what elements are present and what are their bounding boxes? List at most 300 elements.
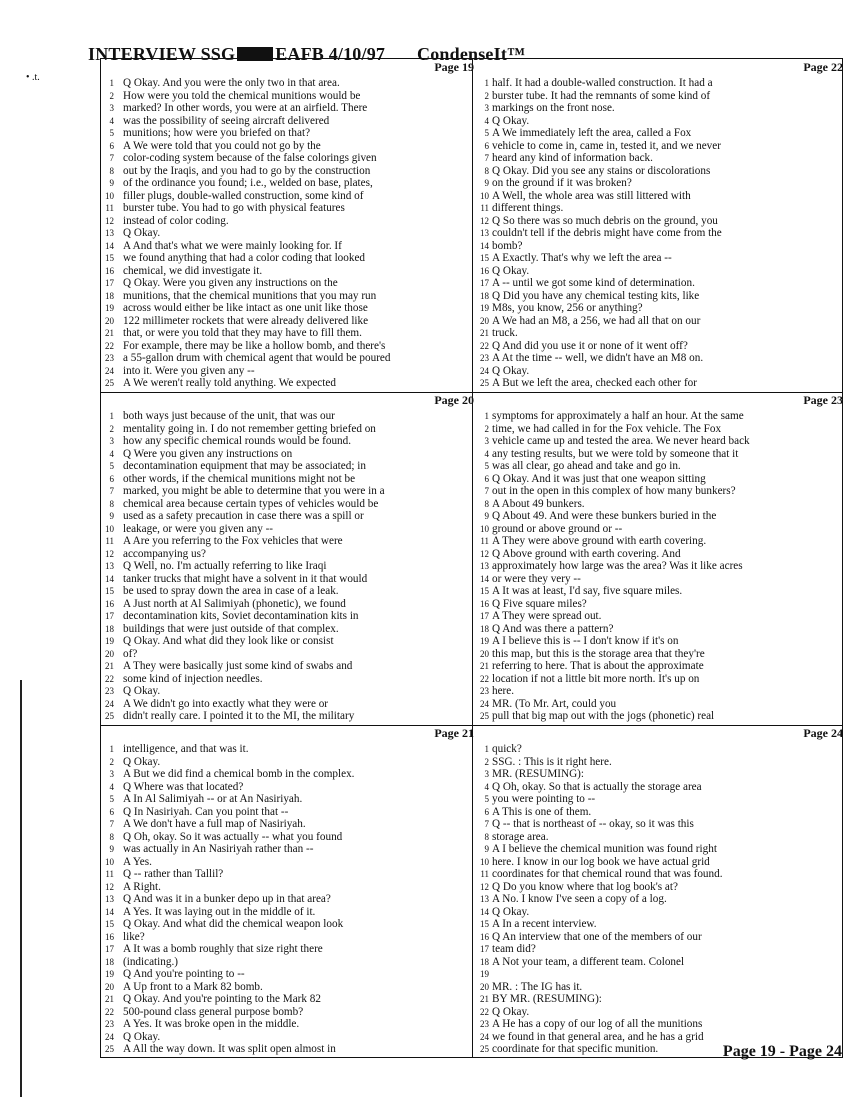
line-text: A In Al Salimiyah -- or at An Nasiriyah. <box>123 793 303 805</box>
line-text: decontamination equipment that may be associated; in <box>123 460 366 472</box>
line-text: Q An interview that one of the members of our <box>492 930 702 943</box>
line-number: 13 <box>105 561 114 571</box>
line-number: 3 <box>109 769 114 779</box>
line-text: A Well, the whole area was still littered with <box>492 189 691 202</box>
line-text: Q And was there a pattern? <box>492 622 614 635</box>
line-number: 1 <box>484 411 489 421</box>
line-text: Q Where was that located? <box>123 780 244 793</box>
line-number: 20 <box>480 981 489 992</box>
transcript-line <box>478 906 849 919</box>
transcript-line <box>478 635 849 648</box>
transcript-line <box>478 290 849 303</box>
transcript-line <box>478 931 849 944</box>
transcript-line <box>111 165 482 178</box>
line-text: Q Okay. <box>123 227 161 239</box>
line-number: 5 <box>484 461 489 471</box>
line-text: A No. I know I've seen a copy of a log. <box>492 893 667 905</box>
line-text: MR. (RESUMING): <box>492 768 584 780</box>
transcript-line <box>478 685 849 698</box>
transcript-line <box>105 993 482 1006</box>
transcript-lines <box>105 77 482 390</box>
line-number: 9 <box>109 511 114 521</box>
transcript-line <box>478 302 849 315</box>
page-number-label: Page 24 <box>803 726 843 740</box>
line-text: leakage, or were you given any -- <box>123 522 274 535</box>
line-number: 23 <box>105 353 114 363</box>
transcript-line <box>478 968 849 981</box>
line-number: 2 <box>484 423 489 434</box>
line-text: 500-pound class general purpose bomb? <box>123 1005 304 1018</box>
transcript-line <box>478 473 849 486</box>
line-text: Q Okay. Were you given any instructions on the <box>123 277 338 289</box>
transcript-line <box>478 943 849 956</box>
line-number: 13 <box>480 561 489 571</box>
line-text: A Up front to a Mark 82 bomb. <box>123 980 263 993</box>
line-number: 21 <box>105 328 114 338</box>
transcript-lines <box>105 410 482 723</box>
line-number: 21 <box>105 994 114 1004</box>
transcript-line <box>478 623 849 636</box>
transcript-line <box>111 818 482 831</box>
line-number: 11 <box>105 869 114 879</box>
line-text: chemical, we did investigate it. <box>123 264 263 277</box>
transcript-line <box>105 672 482 686</box>
line-number: 22 <box>105 1006 114 1017</box>
line-text: Q In Nasiriyah. Can you point that -- <box>123 805 289 818</box>
transcript-line <box>105 522 482 536</box>
transcript-line <box>478 1018 849 1031</box>
line-text: referring to here. That is about the approximate <box>492 660 704 672</box>
line-number: 6 <box>484 140 489 151</box>
line-number: 10 <box>105 190 114 201</box>
line-number: 19 <box>480 969 489 979</box>
line-number: 3 <box>484 103 489 113</box>
transcript-line <box>478 340 849 353</box>
transcript-line <box>478 410 849 423</box>
transcript-lines <box>478 77 849 390</box>
line-number: 21 <box>480 328 489 338</box>
line-number: 10 <box>105 523 114 534</box>
line-text: Q Above ground with earth covering. And <box>492 547 681 560</box>
line-text: any testing results, but we were told by someone that it <box>492 447 739 460</box>
margin-mark: • .t. <box>26 72 40 83</box>
line-number: 15 <box>105 919 114 929</box>
line-text: A We were told that you could not go by the <box>123 139 321 152</box>
line-number: 14 <box>480 573 489 584</box>
line-text: A Yes. It was broke open in the middle. <box>123 1018 300 1030</box>
line-text: munitions, that the chemical munitions that you may run <box>123 289 377 302</box>
line-text: Q And you're pointing to -- <box>123 968 245 980</box>
transcript-line <box>105 202 482 215</box>
transcript-line <box>478 240 849 253</box>
line-number: 18 <box>480 956 489 967</box>
line-text: Q Did you have any chemical testing kits, like <box>492 289 700 302</box>
line-text: or were they very -- <box>492 572 581 585</box>
line-text: coordinate for that specific munition. <box>492 1043 659 1055</box>
line-number: 17 <box>480 944 489 954</box>
line-text: A At the time -- well, we didn't have an M8 on. <box>492 352 704 364</box>
line-number: 14 <box>105 240 114 251</box>
transcript-line <box>105 1018 482 1031</box>
line-number: 6 <box>109 806 114 817</box>
line-text: here. I know in our log book we have actual grid <box>492 855 710 868</box>
line-text: buildings that were just outside of that complex. <box>123 622 339 635</box>
line-text: 122 millimeter rockets that were already delivered like <box>123 314 369 327</box>
line-number: 1 <box>109 411 114 421</box>
line-text: into it. Were you given any -- <box>123 364 255 377</box>
line-number: 6 <box>109 473 114 484</box>
line-number: 17 <box>480 611 489 621</box>
line-text: A Right. <box>123 880 161 893</box>
line-text: MR. : The IG has it. <box>492 980 583 993</box>
page-number-label: Page 23 <box>803 393 843 407</box>
line-number: 13 <box>105 894 114 904</box>
transcript-line <box>478 115 849 128</box>
transcript-line <box>111 127 482 140</box>
line-text: Q -- rather than Tallil? <box>123 868 224 880</box>
line-text: BY MR. (RESUMING): <box>492 993 602 1005</box>
line-number: 5 <box>109 128 114 138</box>
transcript-line <box>105 189 482 203</box>
transcript-line <box>478 843 849 856</box>
transcript-line <box>105 1030 482 1044</box>
line-number: 11 <box>480 203 489 213</box>
transcript-line <box>478 127 849 140</box>
transcript-line <box>105 214 482 228</box>
transcript-line <box>478 793 849 806</box>
line-number: 17 <box>105 278 114 288</box>
transcript-page <box>105 59 482 392</box>
transcript-line <box>111 793 482 806</box>
transcript-page <box>105 725 482 1058</box>
transcript-line <box>111 448 482 461</box>
line-number: 19 <box>105 636 114 646</box>
line-text: A They were spread out. <box>492 610 602 622</box>
transcript-line <box>478 102 849 115</box>
line-number: 5 <box>484 794 489 804</box>
transcript-line <box>478 698 849 711</box>
line-text: A Yes. <box>123 855 152 868</box>
transcript-page <box>105 392 482 725</box>
line-text: A In a recent interview. <box>492 918 597 930</box>
transcript-line <box>105 585 482 598</box>
transcript-line <box>105 943 482 956</box>
transcript-line <box>105 327 482 340</box>
transcript-line <box>105 880 482 894</box>
line-text: bomb? <box>492 239 523 252</box>
transcript-line <box>478 510 849 523</box>
line-number: 15 <box>480 253 489 263</box>
line-text: Q And was it in a bunker depo up in that area? <box>123 893 331 905</box>
line-text: Q Okay. <box>492 114 530 127</box>
transcript-line <box>478 277 849 290</box>
transcript-line <box>478 227 849 240</box>
line-text: heard any kind of information back. <box>492 152 653 164</box>
line-number: 24 <box>105 365 114 376</box>
transcript-line <box>478 573 849 586</box>
line-number: 13 <box>105 228 114 238</box>
line-number: 3 <box>484 769 489 779</box>
line-number: 2 <box>484 90 489 101</box>
line-number: 10 <box>105 856 114 867</box>
transcript-line <box>105 930 482 944</box>
line-text: Q Well, no. I'm actually referring to like Iraqi <box>123 560 327 572</box>
line-text: couldn't tell if the debris might have come from the <box>492 227 722 239</box>
transcript-line <box>105 264 482 278</box>
line-number: 20 <box>105 315 114 326</box>
line-number: 20 <box>480 648 489 659</box>
line-text: pull that big map out with the jogs (phonetic) real <box>492 710 715 722</box>
line-number: 8 <box>484 831 489 842</box>
transcript-grid <box>100 58 843 1058</box>
transcript-line <box>105 980 482 994</box>
transcript-line <box>111 115 482 128</box>
line-text: decontamination kits, Soviet decontamination kits in <box>123 610 359 622</box>
transcript-line <box>111 831 482 844</box>
line-number: 25 <box>105 1044 114 1054</box>
line-number: 18 <box>480 290 489 301</box>
line-text: A About 49 bunkers. <box>492 497 585 510</box>
line-text: symptoms for approximately a half an hour. At the same <box>492 410 744 422</box>
line-number: 2 <box>109 423 114 434</box>
line-text: burster tube. You had to go with physical features <box>123 202 345 214</box>
line-number: 9 <box>484 178 489 188</box>
transcript-line <box>111 781 482 794</box>
page-number-label: Page 22 <box>803 60 843 74</box>
line-number: 12 <box>105 881 114 892</box>
transcript-line <box>478 423 849 436</box>
line-text: Q Okay. Did you see any stains or discolorations <box>492 164 711 177</box>
transcript-line <box>111 485 482 498</box>
line-text: A I believe the chemical munition was found right <box>492 843 717 855</box>
line-text: A Just north at Al Salimiyah (phonetic), we found <box>123 597 346 610</box>
line-text: A He has a copy of our log of all the munitions <box>492 1018 703 1030</box>
line-number: 12 <box>105 548 114 559</box>
line-text: you were pointing to -- <box>492 793 596 805</box>
line-number: 5 <box>109 794 114 804</box>
line-text: time, we had called in for the Fox vehicle. The Fox <box>492 422 722 435</box>
line-number: 3 <box>484 436 489 446</box>
line-number: 18 <box>105 290 114 301</box>
transcript-line <box>478 768 849 781</box>
transcript-line <box>111 843 482 856</box>
line-number: 9 <box>484 844 489 854</box>
transcript-line <box>478 781 849 794</box>
transcript-line <box>111 743 482 756</box>
transcript-line <box>105 547 482 561</box>
transcript-line <box>478 831 849 844</box>
line-number: 21 <box>480 661 489 671</box>
line-number: 10 <box>480 523 489 534</box>
line-number: 4 <box>109 781 114 792</box>
transcript-line <box>105 560 482 573</box>
line-text: A They were above ground with earth covering. <box>492 535 707 547</box>
line-text: half. It had a double-walled construction. It had a <box>492 77 713 89</box>
line-number: 18 <box>105 623 114 634</box>
line-number: 22 <box>480 340 489 351</box>
line-number: 15 <box>480 919 489 929</box>
line-text: coordinates for that chemical round that was found. <box>492 868 723 880</box>
line-text: vehicle to come in, came in, tested it, and we never <box>492 139 721 152</box>
line-text: A But we left the area, checked each other for <box>492 377 698 389</box>
line-text: quick? <box>492 743 522 755</box>
line-number: 24 <box>480 365 489 376</box>
transcript-line <box>478 981 849 994</box>
line-text: out in the open in this complex of how many bunkers? <box>492 485 736 497</box>
line-text: other words, if the chemical munitions might not be <box>123 472 356 485</box>
transcript-line <box>105 535 482 548</box>
line-text: Q Okay. And it was just that one weapon sitting <box>492 472 706 485</box>
transcript-line <box>478 435 849 448</box>
transcript-line <box>105 1043 482 1056</box>
transcript-line <box>478 598 849 611</box>
transcript-lines <box>478 410 849 723</box>
transcript-line <box>478 165 849 178</box>
transcript-line <box>105 710 482 723</box>
line-text: Q Oh, okay. So it was actually -- what you found <box>123 830 343 843</box>
transcript-line <box>478 485 849 498</box>
line-number: 8 <box>109 498 114 509</box>
transcript-line <box>111 102 482 115</box>
line-text: M8s, you know, 256 or anything? <box>492 302 643 314</box>
line-number: 22 <box>105 673 114 684</box>
transcript-line <box>105 697 482 711</box>
transcript-line <box>478 648 849 661</box>
line-number: 7 <box>109 819 114 829</box>
line-number: 3 <box>109 436 114 446</box>
line-number: 15 <box>105 253 114 263</box>
line-text: Q And did you use it or none of it went off? <box>492 339 688 352</box>
line-text: of? <box>123 647 138 660</box>
transcript-line <box>105 660 482 673</box>
line-text: markings on the front nose. <box>492 102 615 114</box>
transcript-line <box>105 364 482 378</box>
line-text: be used to spray down the area in case of a leak. <box>123 585 339 597</box>
transcript-line <box>478 610 849 623</box>
line-number: 7 <box>484 153 489 163</box>
line-text: approximately how large was the area? Was it like acres <box>492 560 743 572</box>
transcript-line <box>111 473 482 486</box>
transcript-line <box>478 202 849 215</box>
transcript-line <box>111 756 482 769</box>
transcript-line <box>478 498 849 511</box>
line-number: 20 <box>105 981 114 992</box>
transcript-line <box>478 152 849 165</box>
line-number: 19 <box>480 303 489 313</box>
transcript-line <box>478 215 849 228</box>
line-number: 19 <box>480 636 489 646</box>
line-number: 21 <box>105 661 114 671</box>
line-number: 12 <box>105 215 114 226</box>
transcript-line <box>478 710 849 723</box>
line-number: 4 <box>484 115 489 126</box>
line-number: 16 <box>105 931 114 942</box>
transcript-line <box>105 352 482 365</box>
line-number: 7 <box>484 486 489 496</box>
line-number: 7 <box>109 153 114 163</box>
line-number: 2 <box>109 90 114 101</box>
line-number: 15 <box>480 586 489 596</box>
line-text: truck. <box>492 327 518 339</box>
line-text: A Exactly. That's why we left the area -- <box>492 252 672 264</box>
transcript-line <box>105 622 482 636</box>
transcript-line <box>478 993 849 1006</box>
line-number: 22 <box>105 340 114 351</box>
transcript-line <box>105 277 482 290</box>
line-number: 14 <box>480 240 489 251</box>
transcript-page <box>478 392 849 725</box>
line-text: location if not a little bit more north. It's up on <box>492 672 700 685</box>
line-text: different things. <box>492 202 564 214</box>
line-number: 24 <box>480 1031 489 1042</box>
line-text: A We didn't go into exactly what they were or <box>123 697 329 710</box>
line-text: mentality going in. I do not remember getting briefed on <box>123 422 376 435</box>
line-number: 7 <box>109 486 114 496</box>
transcript-line <box>478 1031 849 1044</box>
line-number: 8 <box>109 165 114 176</box>
line-number: 7 <box>484 819 489 829</box>
transcript-line <box>105 855 482 869</box>
transcript-line <box>478 90 849 103</box>
transcript-page <box>478 725 849 1058</box>
header-left: INTERVIEW SSG <box>88 44 236 64</box>
line-text: Q Okay. <box>123 685 161 697</box>
transcript-line <box>105 597 482 611</box>
transcript-line <box>478 535 849 548</box>
transcript-line <box>105 252 482 265</box>
line-number: 25 <box>480 378 489 388</box>
transcript-line <box>105 239 482 253</box>
line-text: A This is one of them. <box>492 805 592 818</box>
line-number: 17 <box>105 944 114 954</box>
line-text: Q Okay. And you're pointing to the Mark 82 <box>123 993 321 1005</box>
line-number: 22 <box>480 673 489 684</box>
transcript-line <box>105 918 482 931</box>
transcript-line <box>478 856 849 869</box>
line-number: 25 <box>105 711 114 721</box>
line-number: 20 <box>105 648 114 659</box>
transcript-line <box>478 352 849 365</box>
line-number: 8 <box>484 498 489 509</box>
line-text: A It was at least, I'd say, five square miles. <box>492 585 683 597</box>
line-number: 14 <box>105 906 114 917</box>
transcript-line <box>478 743 849 756</box>
line-number: 23 <box>105 686 114 696</box>
transcript-line <box>478 327 849 340</box>
line-text: we found anything that had a color coding that looked <box>123 252 366 264</box>
line-text: A And that's what we were mainly looking for. If <box>123 239 342 252</box>
transcript-line <box>478 190 849 203</box>
transcript-line <box>105 227 482 240</box>
transcript-line <box>478 673 849 686</box>
page-range-footer: Page 19 - Page 24 <box>722 1043 842 1060</box>
line-text: How were you told the chemical munitions would be <box>123 89 361 102</box>
line-number: 1 <box>109 78 114 88</box>
line-number: 4 <box>109 115 114 126</box>
line-text: we found in that general area, and he has a grid <box>492 1030 704 1043</box>
line-text: here. <box>492 685 515 697</box>
transcript-line <box>478 918 849 931</box>
line-text: was actually in An Nasiriyah rather than -- <box>123 843 314 855</box>
line-text: color-coding system because of the false colorings given <box>123 152 377 164</box>
transcript-line <box>105 905 482 919</box>
line-number: 10 <box>480 856 489 867</box>
transcript-line <box>478 77 849 90</box>
line-number: 23 <box>105 1019 114 1029</box>
line-text: was all clear, go ahead and take and go in. <box>492 460 681 472</box>
transcript-line <box>478 460 849 473</box>
line-number: 16 <box>480 265 489 276</box>
